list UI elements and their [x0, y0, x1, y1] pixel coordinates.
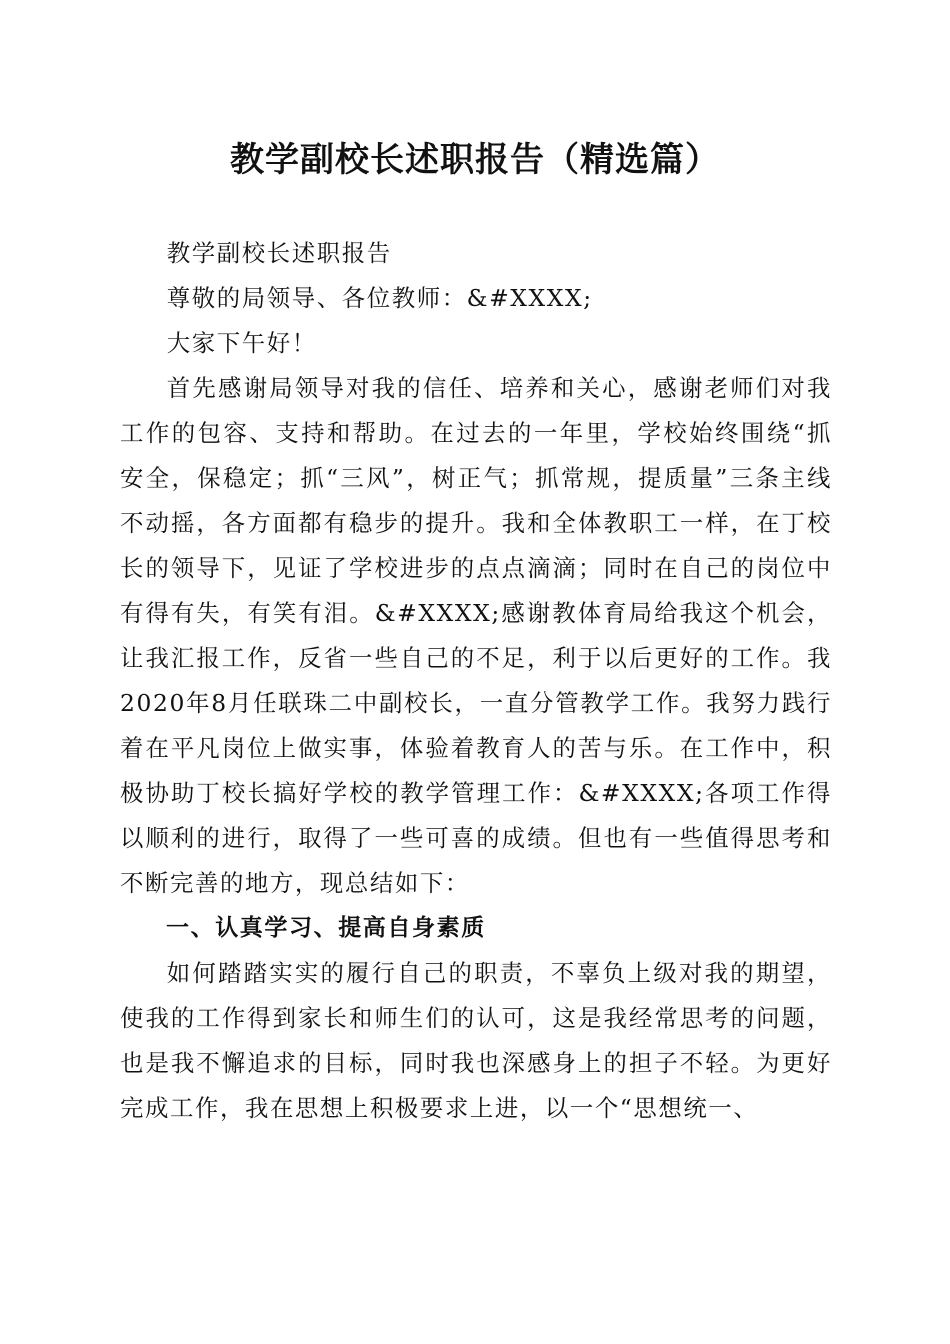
document-title: 教学副校长述职报告（精选篇） [230, 140, 720, 180]
greeting: 大家下午好！ [166, 329, 317, 357]
document-body [120, 231, 832, 1131]
intro-paragraph: 首先感谢局领导对我的信任、培养和关心，感谢老师们对我工作的包容、支持和帮助。在过去的一年里，学校始终围绕“抓安全，保稳定；抓“三风”，树正气；抓常规，提质量”三条主线不动摇，各方面都有稳步的提升。我和全体教职工一样，在丁校长的领导下，见证了学校进步的点点滴滴；同时在自己的岗位中有得有失，有笑有泪。&#XXXX;感谢教体育局给我这个机会，让我汇报工作，反省一些自己的不足，利于以后更好的工作。我2020年8月任联珠二中副校长，一直分管教学工作。我努力践行着在平凡岗位上做实事，体验着教育人的苦与乐。在工作中，积极协助丁校长搞好学校的教学管理工作：&#XXXX;各项工作得以顺利的进行，取得了一些可喜的成绩。但也有一些值得思考和不断完善的地方，现总结如下： [120, 374, 832, 897]
section-heading-1: 一、认真学习、提高自身素质 [166, 915, 486, 941]
salutation: 尊敬的局领导、各位教师：&#XXXX; [166, 284, 593, 312]
section-1-paragraph: 如何踏踏实实的履行自己的职责，不辜负上级对我的期望，使我的工作得到家长和师生们的认可，这是我经常思考的问题，也是我不懈追求的目标，同时我也深感身上的担子不轻。为更好完成工作，我在思想上积极要求上进，以一个“思想统一、 [120, 959, 832, 1122]
report-subtitle: 教学副校长述职报告 [166, 239, 392, 267]
